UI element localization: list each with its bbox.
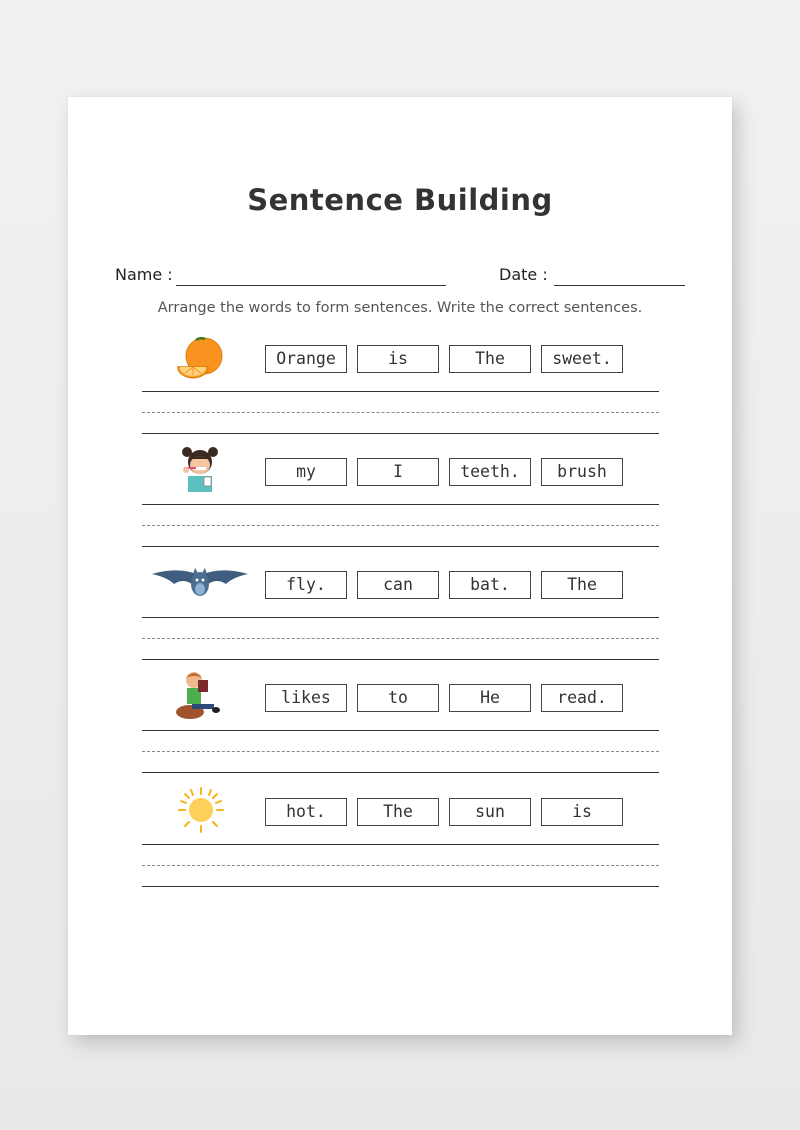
answer-line-top[interactable]: [142, 391, 659, 392]
bat-icon: [152, 566, 248, 602]
instruction-text: Arrange the words to form sentences. Write the correct sentences.: [157, 300, 643, 316]
sentence-item-2: [68, 458, 732, 568]
boy-reading-icon: [174, 670, 226, 720]
orange-icon: [174, 337, 224, 381]
answer-line-top[interactable]: [142, 617, 659, 618]
name-line[interactable]: [176, 285, 446, 286]
word-tile[interactable]: is: [357, 345, 439, 373]
word-tile[interactable]: The: [541, 571, 623, 599]
word-tile[interactable]: bat.: [449, 571, 531, 599]
worksheet-page: [68, 97, 732, 1035]
word-tile[interactable]: brush: [541, 458, 623, 486]
sentence-item-4: [68, 684, 732, 794]
answer-line-top[interactable]: [142, 730, 659, 731]
answer-line-bottom: [142, 433, 659, 434]
word-tile[interactable]: He: [449, 684, 531, 712]
date-field: [499, 265, 548, 284]
answer-line-top[interactable]: [142, 844, 659, 845]
word-tile[interactable]: likes: [265, 684, 347, 712]
date-label: Date :: [499, 265, 548, 284]
answer-line-mid: [142, 412, 659, 413]
sentence-item-3: [68, 571, 732, 681]
word-tile[interactable]: to: [357, 684, 439, 712]
date-line[interactable]: [554, 285, 685, 286]
page-title: Sentence Building: [247, 183, 553, 217]
answer-line-mid: [142, 638, 659, 639]
word-tile[interactable]: sweet.: [541, 345, 623, 373]
name-label: Name :: [115, 265, 173, 284]
word-tile[interactable]: The: [449, 345, 531, 373]
word-tile[interactable]: I: [357, 458, 439, 486]
answer-line-mid: [142, 751, 659, 752]
sentence-item-5: [68, 798, 732, 908]
answer-line-bottom: [142, 659, 659, 660]
answer-line-bottom: [142, 772, 659, 773]
answer-line-bottom: [142, 886, 659, 887]
word-tile[interactable]: The: [357, 798, 439, 826]
word-tile[interactable]: teeth.: [449, 458, 531, 486]
word-tile[interactable]: Orange: [265, 345, 347, 373]
word-tile[interactable]: sun: [449, 798, 531, 826]
answer-line-bottom: [142, 546, 659, 547]
name-field: [115, 265, 173, 284]
answer-line-mid: [142, 865, 659, 866]
word-tile[interactable]: can: [357, 571, 439, 599]
word-tile[interactable]: read.: [541, 684, 623, 712]
word-tile[interactable]: my: [265, 458, 347, 486]
girl-brushing-teeth-icon: [178, 446, 222, 494]
sentence-item-1: [68, 345, 732, 455]
answer-line-top[interactable]: [142, 504, 659, 505]
word-tile[interactable]: is: [541, 798, 623, 826]
word-tile[interactable]: hot.: [265, 798, 347, 826]
sun-icon: [177, 786, 225, 834]
answer-line-mid: [142, 525, 659, 526]
word-tile[interactable]: fly.: [265, 571, 347, 599]
